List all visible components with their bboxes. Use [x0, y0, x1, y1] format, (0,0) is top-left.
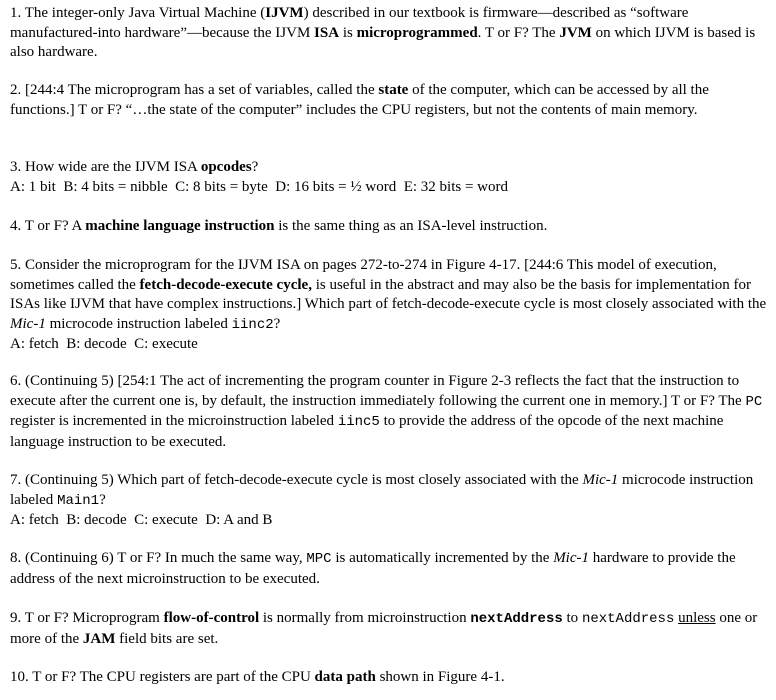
question-6: 6. (Continuing 5) [254:1 The act of incrementing the program counter in Figure 2-3 reflects the fact that the instruction to execute after the current one is, by default, the instruction immediately following the current one in memory.] T or F? The PC register is incremented in the microinstruction labeled iinc5 to provide the address of the opcode of the next machine language instruction to be executed. [10, 373, 763, 450]
question-7-options: A: fetch B: decode C: execute D: A and B [10, 512, 273, 529]
question-7: 7. (Continuing 5) Which part of fetch-decode-execute cycle is most closely associated with the Mic-1 microcode instruction labeled Main1? A: fetch B: decode C: execute D: A and B [10, 472, 754, 529]
question-5-options: A: fetch B: decode C: execute [10, 336, 198, 353]
question-3: 3. How wide are the IJVM ISA opcodes? A: 1 bit B: 4 bits = nibble C: 8 bits = byte D: 16 bits = ½ word E: 32 bits = word [10, 159, 509, 195]
question-10: 10. T or F? The CPU registers are part of the CPU data path shown in Figure 4-1. [10, 669, 505, 685]
question-3-options: A: 1 bit B: 4 bits = nibble C: 8 bits = byte D: 16 bits = ½ word E: 32 bits = word [10, 178, 509, 195]
question-2: 2. [244:4 The microprogram has a set of variables, called the state of the computer, which can be accessed by all the functions.] T or F? “…the state of the computer” includes the CPU registers, but not the contents of main memory. [10, 82, 709, 118]
question-9: 9. T or F? Microprogram flow-of-control is normally from microinstruction nextAddress to nextAddress unless one or more of the JAM field bits are set. [10, 610, 758, 647]
question-4: 4. T or F? A machine language instruction is the same thing as an ISA-level instruction. [10, 218, 548, 234]
question-1: 1. The integer-only Java Virtual Machine (IJVM) described in our textbook is firmware—described as “software manufactured-into hardware”—because the IJVM ISA is microprogrammed. T or F? The JVM on which IJVM is based is also hardware. [10, 5, 756, 61]
question-5: 5. Consider the microprogram for the IJVM ISA on pages 272-to-274 in Figure 4-17. [244:6 This model of execution, sometimes called the fetch-decode-execute cycle, is useful in the abstract and may also be the basis for implementation for ISAs like IJVM that have complex instructions.] Which part of fetch-decode-execute cycle is most closely associated with the Mic-1 microcode instruction labeled iinc2? A: fetch B: decode C: execute [10, 257, 767, 353]
question-8: 8. (Continuing 6) T or F? In much the same way, MPC is automatically incremented by the Mic-1 hardware to provide the address of the next microinstruction to be executed. [10, 550, 736, 587]
